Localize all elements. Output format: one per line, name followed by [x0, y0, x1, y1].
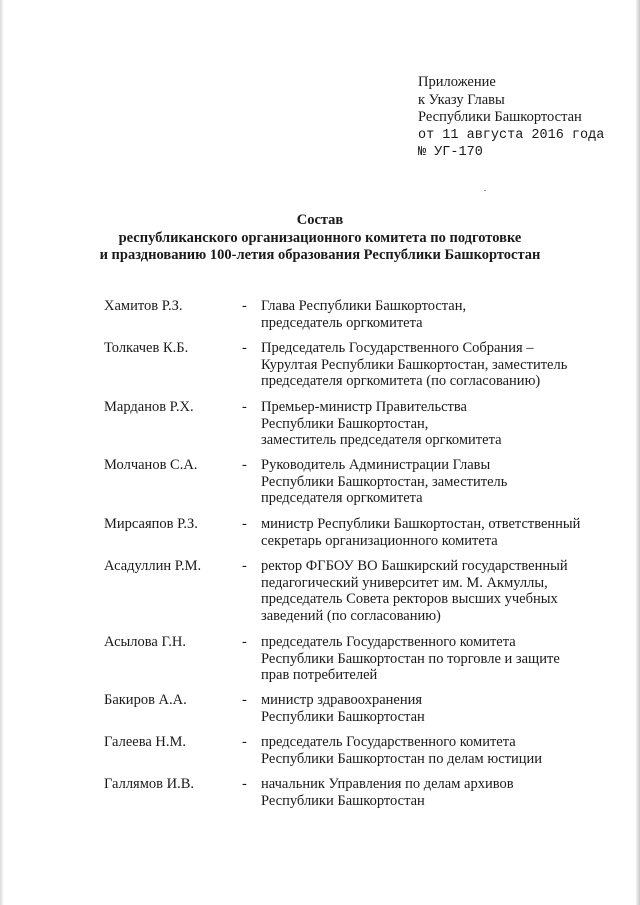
member-dash: -: [242, 734, 247, 750]
heading-subtitle-line: республиканского организационного комитета по подготовке: [118, 229, 522, 246]
scan-edge-left: [0, 0, 3, 905]
member-name: Молчанов С.А.: [104, 457, 198, 473]
member-role-line: Курултая Республики Башкортостан, заместитель: [261, 356, 568, 373]
member-role-line: председатель Государственного комитета: [261, 734, 516, 750]
member-role-line: заместитель председателя оргкомитета: [261, 432, 502, 448]
member-role-line: ректор ФГБОУ ВО Башкирский государственный: [261, 558, 568, 574]
member-name: Асылова Г.Н.: [104, 634, 186, 650]
member-role: [261, 734, 601, 767]
member-role: [261, 692, 601, 725]
member-name: Галлямов И.В.: [104, 776, 195, 792]
appendix-block: [418, 74, 604, 162]
member-role-line: прав потребителей: [261, 667, 378, 683]
member-name: Толкачев К.Б.: [104, 340, 189, 356]
member-dash: -: [242, 776, 247, 792]
member-dash: -: [242, 298, 247, 314]
member-role-line: Республики Башкортостан по торговле и защите: [261, 650, 560, 667]
member-role-line: министр Республики Башкортостан, ответственный: [261, 516, 581, 532]
member-dash: -: [242, 516, 247, 532]
member-role: [261, 776, 601, 809]
member-role-line: Республики Башкортостан по делам юстиции: [261, 750, 543, 767]
member-name: Бакиров А.А.: [104, 692, 187, 708]
member-role-line: председатель Совета ректоров высших учебных: [261, 591, 558, 607]
member-role-line: председатель оргкомитета: [261, 314, 423, 331]
member-role: [261, 298, 601, 331]
member-role-line: Республики Башкортостан: [261, 792, 425, 809]
member-role-line: Руководитель Администрации Главы: [261, 457, 491, 473]
member-dash: -: [242, 692, 247, 708]
member-role: [261, 399, 601, 449]
member-role-line: начальник Управления по делам архивов: [261, 776, 514, 792]
member-role-line: заведений (по согласованию): [261, 607, 441, 624]
member-role-line: Председатель Государственного Собрания –: [261, 340, 534, 356]
member-name: Хамитов Р.З.: [104, 298, 183, 314]
member-role: [261, 340, 601, 390]
member-role-line: председателя оргкомитета (по согласованию): [261, 373, 541, 389]
appendix-line: Республики Башкортостан: [418, 109, 582, 125]
member-name: Галеева Н.М.: [104, 734, 187, 750]
document-heading: [0, 212, 640, 265]
member-dash: -: [242, 340, 247, 356]
heading-subtitle-line: и празднованию 100-летия образования Республики Башкортостан: [99, 247, 541, 263]
member-role-line: председателя оргкомитета: [261, 490, 423, 506]
member-role-line: министр здравоохранения: [261, 692, 423, 708]
member-role-line: Республики Башкортостан,: [261, 415, 429, 432]
scan-speck: [484, 190, 486, 191]
appendix-number: № УГ-170: [418, 145, 483, 160]
member-dash: -: [242, 558, 247, 574]
appendix-date: от 11 августа 2016 года: [418, 127, 605, 143]
member-role: [261, 558, 601, 624]
member-dash: -: [242, 457, 247, 473]
heading-title: Состав: [296, 212, 344, 228]
member-role: [261, 634, 601, 684]
member-role-line: председатель Государственного комитета: [261, 634, 516, 650]
appendix-line: Приложение: [418, 74, 496, 90]
member-role-line: Премьер-министр Правительства: [261, 399, 467, 415]
member-role-line: Глава Республики Башкортостан,: [261, 298, 467, 314]
member-dash: -: [242, 399, 247, 415]
member-name: Марданов Р.Х.: [104, 399, 194, 415]
member-role-line: Республики Башкортостан, заместитель: [261, 473, 508, 490]
member-role-line: секретарь организационного комитета: [261, 532, 498, 549]
member-name: Мирсаяпов Р.З.: [104, 516, 198, 532]
member-name: Асадуллин Р.М.: [104, 558, 202, 574]
member-role-line: педагогический университет им. М. Акмуллы,: [261, 574, 548, 591]
member-role: [261, 457, 601, 507]
scan-edge-right: [636, 0, 640, 905]
member-role-line: Республики Башкортостан: [261, 708, 425, 725]
member-dash: -: [242, 634, 247, 650]
member-role: [261, 516, 601, 549]
appendix-line: к Указу Главы: [418, 91, 505, 108]
